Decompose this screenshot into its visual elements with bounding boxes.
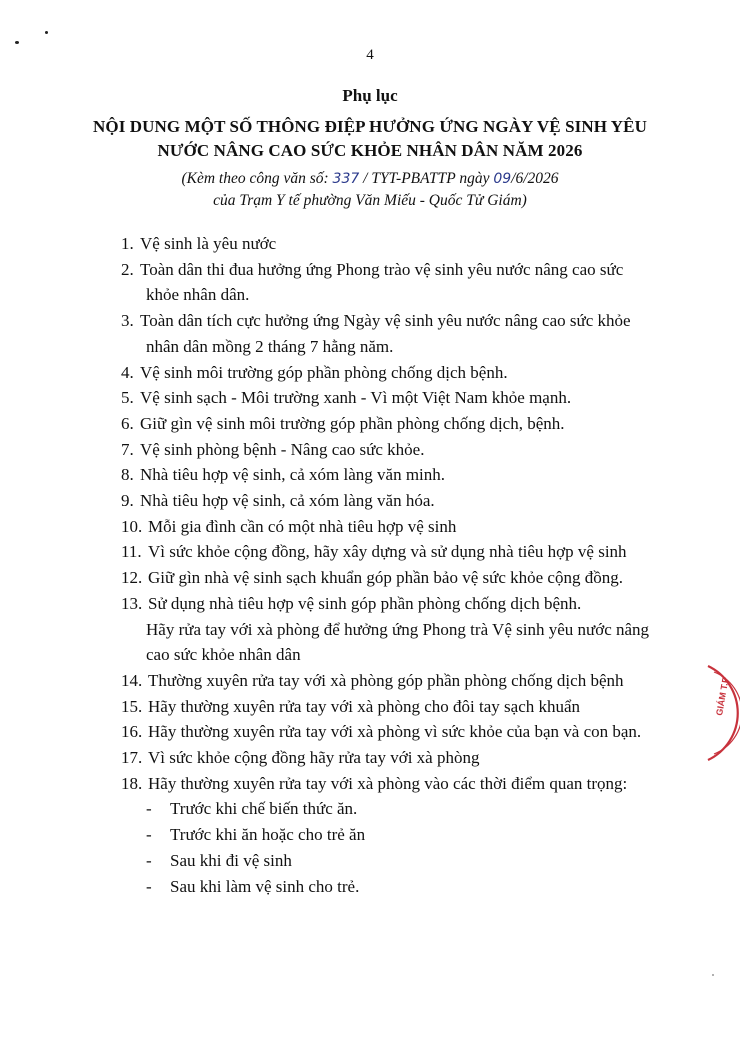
- page-number: 4: [366, 47, 374, 63]
- list-item-number: 8.: [121, 465, 134, 485]
- list-item: [121, 440, 424, 460]
- list-item-text: Nhà tiêu hợp vệ sinh, cả xóm làng văn hóa.: [140, 491, 435, 510]
- bullet-dash: -: [146, 799, 152, 819]
- reference-middle: / TYT-PBATTP ngày: [359, 170, 494, 187]
- list-item: [121, 542, 627, 562]
- list-item-number: 5.: [121, 388, 134, 408]
- list-item-text: Giữ gìn nhà vệ sinh sạch khuẩn góp phần bảo vệ sức khỏe cộng đồng.: [148, 568, 623, 588]
- list-item: [121, 748, 479, 768]
- bullet-dash: -: [146, 876, 152, 896]
- list-item-number: 12.: [121, 568, 143, 588]
- document-title-line-2: NƯỚC NÂNG CAO SỨC KHỎE NHÂN DÂN NĂM 2026: [157, 141, 583, 160]
- list-item: [121, 697, 580, 717]
- scan-speck: [45, 31, 48, 34]
- list-item-number: 14.: [121, 670, 143, 690]
- list-item: [121, 594, 581, 614]
- list-item-number: 13.: [121, 593, 143, 613]
- issuing-office: của Trạm Y tế phường Văn Miếu - Quốc Tử Giám): [213, 192, 527, 209]
- list-item-text: Giữ gìn vệ sinh môi trường góp phần phòng chống dịch, bệnh.: [140, 413, 565, 433]
- bullet-text: Sau khi đi vệ sinh: [170, 850, 292, 870]
- bullet-item: [146, 799, 357, 819]
- list-item-number: 7.: [121, 439, 134, 459]
- list-item-text: Thường xuyên rửa tay với xà phòng góp phần phòng chống dịch bệnh: [148, 670, 624, 690]
- list-item-number: 18.: [121, 773, 143, 793]
- list-item-number: 17.: [121, 748, 143, 767]
- scan-speck: [15, 41, 19, 44]
- list-item-text: Hãy thường xuyên rửa tay với xà phòng vì sức khỏe của bạn và con bạn.: [148, 722, 642, 742]
- list-item-text: Vệ sinh là yêu nước: [140, 234, 277, 253]
- document-title-line-1: NỘI DUNG MỘT SỐ THÔNG ĐIỆP HƯỞNG ỨNG NGÀY VỆ SINH YÊU: [93, 117, 647, 136]
- list-item-number: 3.: [121, 311, 134, 331]
- list-item: [121, 568, 623, 588]
- list-item-number: 4.: [121, 362, 134, 382]
- scan-speck: [712, 974, 714, 976]
- list-item-number: 2.: [121, 259, 134, 279]
- list-item-number: 6.: [121, 413, 134, 433]
- list-item-continuation: khỏe nhân dân.: [146, 285, 250, 305]
- list-item: [121, 517, 456, 537]
- list-item: [121, 311, 631, 331]
- bullet-dash: -: [146, 825, 152, 845]
- list-item-number: 10.: [121, 516, 143, 536]
- bullet-text: Sau khi làm vệ sinh cho trẻ.: [170, 876, 360, 896]
- list-item-continuation: cao sức khỏe nhân dân: [146, 645, 301, 665]
- bullet-item: [146, 877, 359, 897]
- list-item-text: Vệ sinh môi trường góp phần phòng chống dịch bệnh.: [140, 362, 508, 382]
- list-item-text: Hãy thường xuyên rửa tay với xà phòng cho đôi tay sạch khuẩn: [148, 696, 581, 716]
- red-seal-stamp: [700, 658, 740, 768]
- list-item-number: 9.: [121, 491, 134, 510]
- list-item-text: Vì sức khỏe cộng đồng hãy rửa tay với xà phòng: [148, 748, 480, 767]
- list-item: [121, 671, 624, 691]
- bullet-text: Trước khi ăn hoặc cho trẻ ăn: [170, 825, 366, 845]
- list-item-number: 1.: [121, 234, 134, 253]
- list-item-number: 16.: [121, 722, 143, 742]
- bullet-item: [146, 851, 292, 871]
- list-item-text: Nhà tiêu hợp vệ sinh, cả xóm làng văn minh.: [140, 465, 446, 485]
- list-item: [121, 260, 623, 280]
- handwritten-document-number: 337: [332, 171, 360, 187]
- stamp-text: GIÁM T.P: [714, 676, 731, 717]
- list-item: [121, 414, 565, 434]
- list-item: [121, 388, 571, 408]
- bullet-dash: -: [146, 850, 152, 870]
- list-item: [121, 491, 435, 511]
- list-item-text: Toàn dân thi đua hưởng ứng Phong trào vệ sinh yêu nước nâng cao sức: [140, 259, 624, 279]
- list-item-text: Sử dụng nhà tiêu hợp vệ sinh góp phần phòng chống dịch bệnh.: [148, 593, 582, 613]
- document-reference: [60, 170, 680, 188]
- handwritten-day: 09: [493, 171, 512, 187]
- list-item-continuation: Hãy rửa tay với xà phòng để hưởng ứng Phong trà Vệ sinh yêu nước nâng: [146, 619, 650, 639]
- reference-prefix: (Kèm theo công văn số:: [181, 170, 333, 187]
- list-item-text: Vệ sinh phòng bệnh - Nâng cao sức khỏe.: [140, 439, 425, 459]
- appendix-label: Phụ lục: [342, 86, 398, 105]
- list-item: [121, 774, 627, 794]
- list-item: [121, 363, 508, 383]
- list-item-text: Vệ sinh sạch - Môi trường xanh - Vì một Việt Nam khỏe mạnh.: [140, 388, 572, 408]
- list-item-text: Mỗi gia đình cần có một nhà tiêu hợp vệ sinh: [148, 516, 457, 536]
- reference-date-suffix: /6/2026: [511, 170, 559, 187]
- bullet-text: Trước khi chế biến thức ăn.: [170, 799, 358, 819]
- list-item-text: Toàn dân tích cực hưởng ứng Ngày vệ sinh yêu nước nâng cao sức khỏe: [140, 311, 631, 331]
- list-item: [121, 722, 641, 742]
- list-item: [121, 234, 276, 254]
- list-item-number: 11.: [121, 542, 142, 562]
- bullet-item: [146, 825, 365, 845]
- list-item-text: Vì sức khỏe cộng đồng, hãy xây dựng và sử dụng nhà tiêu hợp vệ sinh: [148, 542, 627, 562]
- list-item-number: 15.: [121, 696, 143, 716]
- list-item-continuation: nhân dân mồng 2 tháng 7 hằng năm.: [146, 336, 394, 356]
- list-item: [121, 465, 445, 485]
- list-item-text: Hãy thường xuyên rửa tay với xà phòng vào các thời điểm quan trọng:: [148, 773, 628, 793]
